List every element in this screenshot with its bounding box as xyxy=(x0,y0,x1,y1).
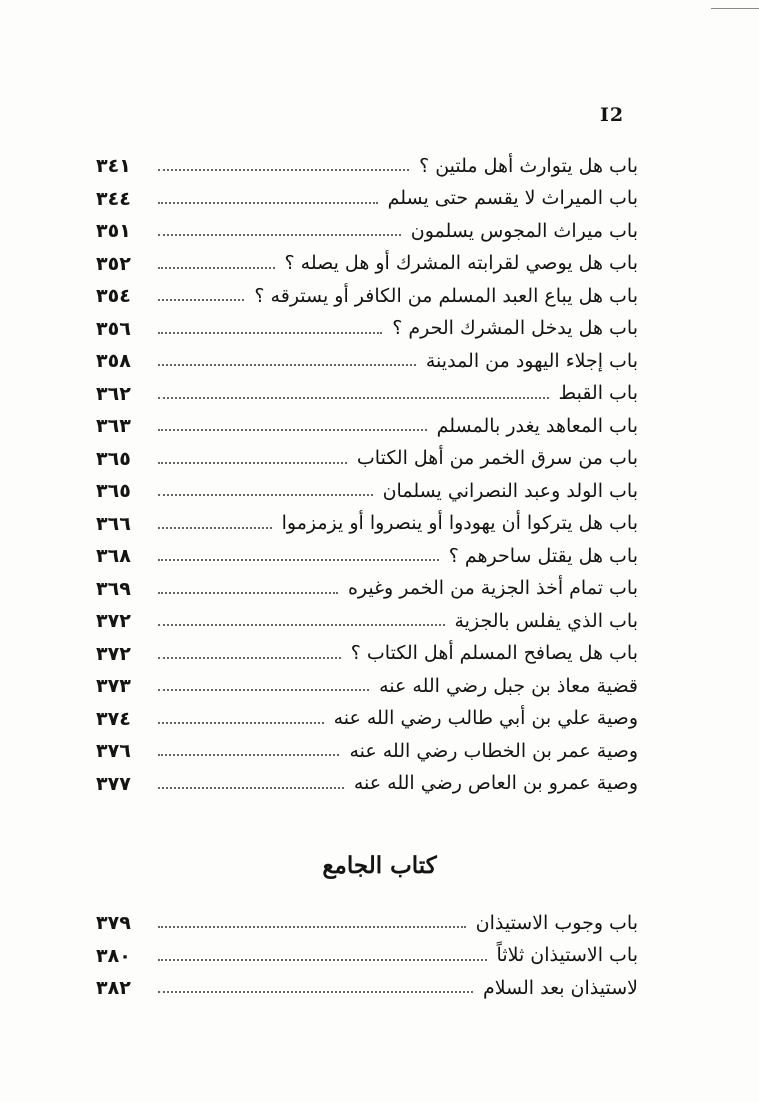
entry-page-number: ٣٦٣ xyxy=(96,415,131,438)
dot-leader xyxy=(158,527,272,529)
entry-page-number: ٣٧٩ xyxy=(96,912,131,935)
dot-leader xyxy=(158,787,344,789)
entry-title: باب هل يوصي لقرابته المشرك أو هل يصله ؟ xyxy=(284,252,638,275)
entry-page-number: ٣٦٢ xyxy=(96,382,131,405)
entry-page-number: ٣٤٤ xyxy=(96,187,131,210)
entry-title: باب هل يصافح المسلم أهل الكتاب ؟ xyxy=(350,642,638,665)
dot-leader xyxy=(158,364,416,366)
toc-entry xyxy=(96,183,638,216)
toc-entry xyxy=(96,313,638,346)
entry-title: باب تمام أخذ الجزية من الخمر وغيره xyxy=(347,577,638,600)
corner-rule xyxy=(711,8,759,9)
entry-page-number: ٣٦٥ xyxy=(96,480,131,503)
entry-page-number: ٣٤١ xyxy=(96,155,131,178)
toc-entry xyxy=(96,378,638,411)
dot-leader xyxy=(158,397,549,399)
entry-title: وصية عمر بن الخطاب رضي الله عنه xyxy=(349,739,638,762)
entry-title: باب من سرق الخمر من أهل الكتاب xyxy=(356,447,638,470)
toc-entry xyxy=(96,768,638,801)
entry-title: باب الولد وعبد النصراني يسلمان xyxy=(382,479,638,502)
entry-page-number: ٣٦٦ xyxy=(96,512,131,535)
section-table-of-contents xyxy=(96,907,638,1005)
entry-page-number: ٣٧٦ xyxy=(96,740,131,763)
entry-title: باب هل يتوارث أهل ملتين ؟ xyxy=(419,154,638,177)
dot-leader xyxy=(158,494,373,496)
toc-entry xyxy=(96,972,638,1005)
toc-entry xyxy=(96,280,638,313)
toc-entry xyxy=(96,410,638,443)
table-of-contents xyxy=(96,150,638,800)
dot-leader xyxy=(158,169,409,171)
entry-title: باب المعاهد يغدر بالمسلم xyxy=(436,414,638,437)
entry-title: باب هل يباع العبد المسلم من الكافر أو يسترقه ؟ xyxy=(254,284,638,307)
dot-leader xyxy=(158,462,347,464)
entry-page-number: ٣٨٠ xyxy=(96,944,131,967)
toc-entry xyxy=(96,907,638,940)
dot-leader xyxy=(158,332,382,334)
entry-page-number: ٣٧٢ xyxy=(96,610,131,633)
entry-page-number: ٣٦٥ xyxy=(96,447,131,470)
entry-title: باب الاستيذان ثلاثاً xyxy=(496,944,638,967)
toc-entry xyxy=(96,670,638,703)
toc-entry xyxy=(96,443,638,476)
toc-entry xyxy=(96,215,638,248)
dot-leader xyxy=(158,991,473,993)
entry-title: باب الميراث لا يقسم حتى يسلم xyxy=(387,187,638,210)
dot-leader xyxy=(158,202,378,204)
toc-entry xyxy=(96,703,638,736)
dot-leader xyxy=(158,722,324,724)
entry-title: باب القبط xyxy=(558,382,638,405)
entry-title: باب إجلاء اليهود من المدينة xyxy=(425,349,638,372)
entry-page-number: ٣٧٣ xyxy=(96,675,131,698)
entry-title: باب الذي يفلس بالجزية xyxy=(454,609,638,632)
toc-entry xyxy=(96,150,638,183)
toc-entry xyxy=(96,540,638,573)
entry-title: باب هل يقتل ساحرهم ؟ xyxy=(448,544,638,567)
entry-title: وصية عمرو بن العاص رضي الله عنه xyxy=(353,772,638,795)
entry-page-number: ٣٥٤ xyxy=(96,285,131,308)
entry-page-number: ٣٥١ xyxy=(96,220,131,243)
entry-page-number: ٣٦٨ xyxy=(96,545,131,568)
entry-title: باب هل يتركوا أن يهودوا أو ينصروا أو يزمزموا xyxy=(281,512,638,535)
entry-page-number: ٣٦٩ xyxy=(96,577,131,600)
dot-leader xyxy=(158,429,427,431)
toc-entry xyxy=(96,345,638,378)
dot-leader xyxy=(158,624,445,626)
entry-page-number: ٣٥٨ xyxy=(96,350,131,373)
dot-leader xyxy=(158,559,439,561)
dot-leader xyxy=(158,754,339,756)
entry-title: باب ميراث المجوس يسلمون xyxy=(410,219,638,242)
toc-entry xyxy=(96,940,638,973)
entry-page-number: ٣٨٢ xyxy=(96,977,131,1000)
entry-title: باب وجوب الاستيذان xyxy=(475,911,638,934)
entry-page-number: ٣٥٢ xyxy=(96,252,131,275)
toc-entry xyxy=(96,475,638,508)
entry-page-number: ٣٧٤ xyxy=(96,707,131,730)
toc-entry xyxy=(96,248,638,281)
toc-entry xyxy=(96,638,638,671)
section-heading: كتاب الجامع xyxy=(322,852,437,879)
dot-leader xyxy=(158,689,369,691)
entry-title: لاستيذان بعد السلام xyxy=(482,976,638,999)
toc-entry xyxy=(96,735,638,768)
dot-leader xyxy=(158,267,275,269)
entry-title: وصية علي بن أبي طالب رضي الله عنه xyxy=(333,707,638,730)
entry-page-number: ٣٧٧ xyxy=(96,772,131,795)
dot-leader xyxy=(158,592,338,594)
dot-leader xyxy=(158,299,244,301)
dot-leader xyxy=(158,959,487,961)
toc-entry xyxy=(96,605,638,638)
dot-leader xyxy=(158,926,466,928)
entry-page-number: ٣٥٦ xyxy=(96,317,131,340)
toc-entry xyxy=(96,573,638,606)
entry-title: باب هل يدخل المشرك الحرم ؟ xyxy=(392,317,638,340)
toc-entry xyxy=(96,508,638,541)
dot-leader xyxy=(158,657,341,659)
page-number: I2 xyxy=(600,104,625,126)
entry-title: قضية معاذ بن جبل رضي الله عنه xyxy=(379,674,638,697)
dot-leader xyxy=(158,234,401,236)
entry-page-number: ٣٧٢ xyxy=(96,642,131,665)
